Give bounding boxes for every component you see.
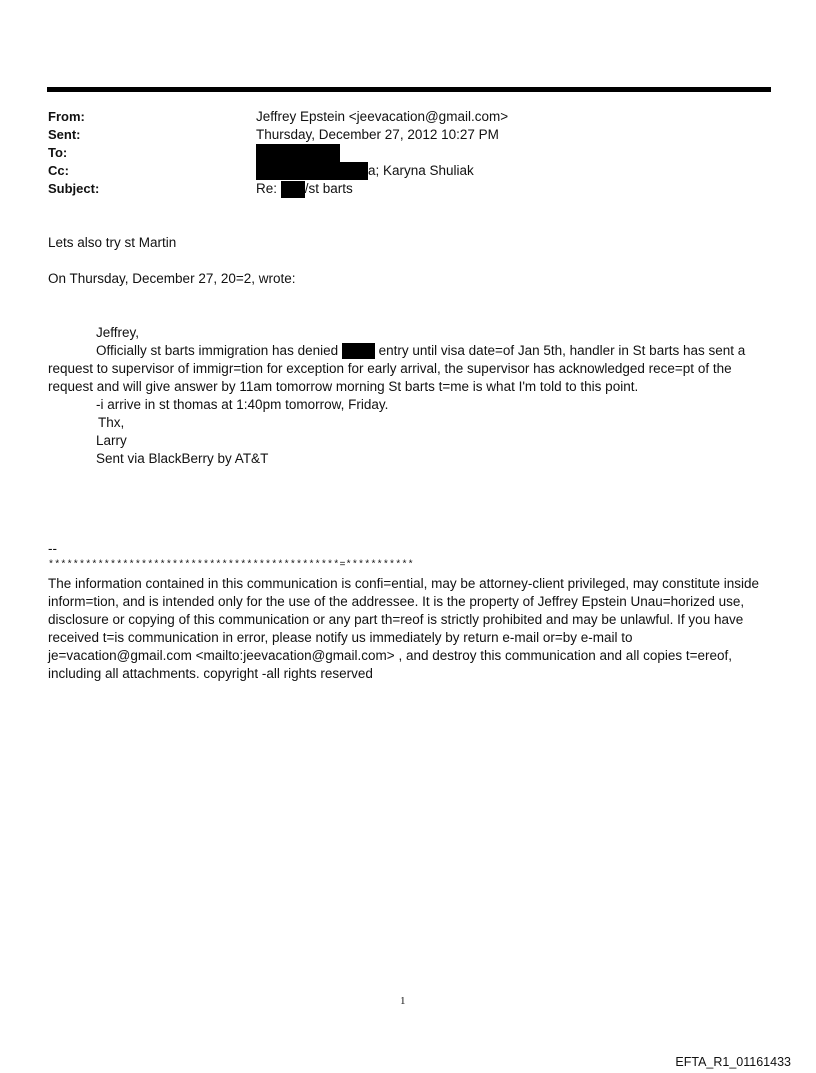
- quoted-arrival: -i arrive in st thomas at 1:40pm tomorrow, Friday.: [96, 397, 389, 412]
- redaction-block: [256, 144, 340, 162]
- from-value: Jeffrey Epstein <jeevacation@gmail.com>: [256, 109, 509, 124]
- cc-label: Cc:: [48, 163, 69, 178]
- document-id: EFTA_R1_01161433: [675, 1055, 791, 1069]
- quoted-para-line-2: request to supervisor of immigr=tion for exception for early arrival, the supervisor has acknowledged rece=pt of the: [48, 361, 732, 376]
- from-label: From:: [48, 109, 85, 124]
- disclaimer: The information contained in this communication is confi=ential, may be attorney-client privileged, may constitute inside inform=tion, and is intended only for the use of the addressee. It is the property of Jeffrey Epstein Unau=horized use, disclosure or copying of this communication or any part th=reof is strictly prohibited and may be unlawful. If you have received t=is communication in error, please notify us immediately by return e-mail or=by e-mail to je=vacation@gmail.com <mailto:jeevacation@gmail.com> , and destroy this communication and all copies t=ereof, including all attachments. copyright -all rights reserved: [48, 576, 759, 681]
- subject-value: [256, 180, 353, 198]
- quoted-name: Larry: [96, 433, 127, 448]
- subject-label: Subject:: [48, 181, 100, 196]
- redaction-block: [342, 343, 375, 359]
- quoted-para-line-3: request and will give answer by 11am tomorrow morning St barts t=me is what I'm told to this point.: [48, 379, 639, 394]
- sent-value: Thursday, December 27, 2012 10:27 PM: [256, 127, 499, 142]
- stars-line: ***********************************************=***********: [48, 560, 414, 571]
- quoted-para-line-1: [96, 342, 745, 360]
- to-value: [256, 144, 340, 162]
- to-label: To:: [48, 145, 68, 160]
- quoted-thx: Thx,: [98, 415, 125, 430]
- page-number: 1: [400, 995, 406, 1007]
- header-rule: [47, 87, 771, 92]
- quoted-para-start: Officially st barts immigration has denied: [96, 343, 339, 358]
- sent-label: Sent:: [48, 127, 81, 142]
- quoted-signature: Sent via BlackBerry by AT&T: [96, 451, 269, 466]
- body-line-1: Lets also try st Martin: [48, 235, 177, 250]
- redaction-block: [281, 181, 305, 198]
- cc-value-text: a; Karyna Shuliak: [368, 163, 474, 178]
- subject-prefix: Re:: [256, 181, 278, 196]
- body-line-2: On Thursday, December 27, 20=2, wrote:: [48, 271, 296, 286]
- redaction-block: [256, 162, 368, 180]
- cc-value: [256, 162, 474, 180]
- quoted-para-mid: entry until visa date=of Jan 5th, handler in St barts has sent a: [378, 343, 746, 358]
- subject-suffix: /st barts: [304, 181, 353, 196]
- quoted-greeting: Jeffrey,: [96, 325, 140, 340]
- signature-separator: --: [48, 541, 57, 556]
